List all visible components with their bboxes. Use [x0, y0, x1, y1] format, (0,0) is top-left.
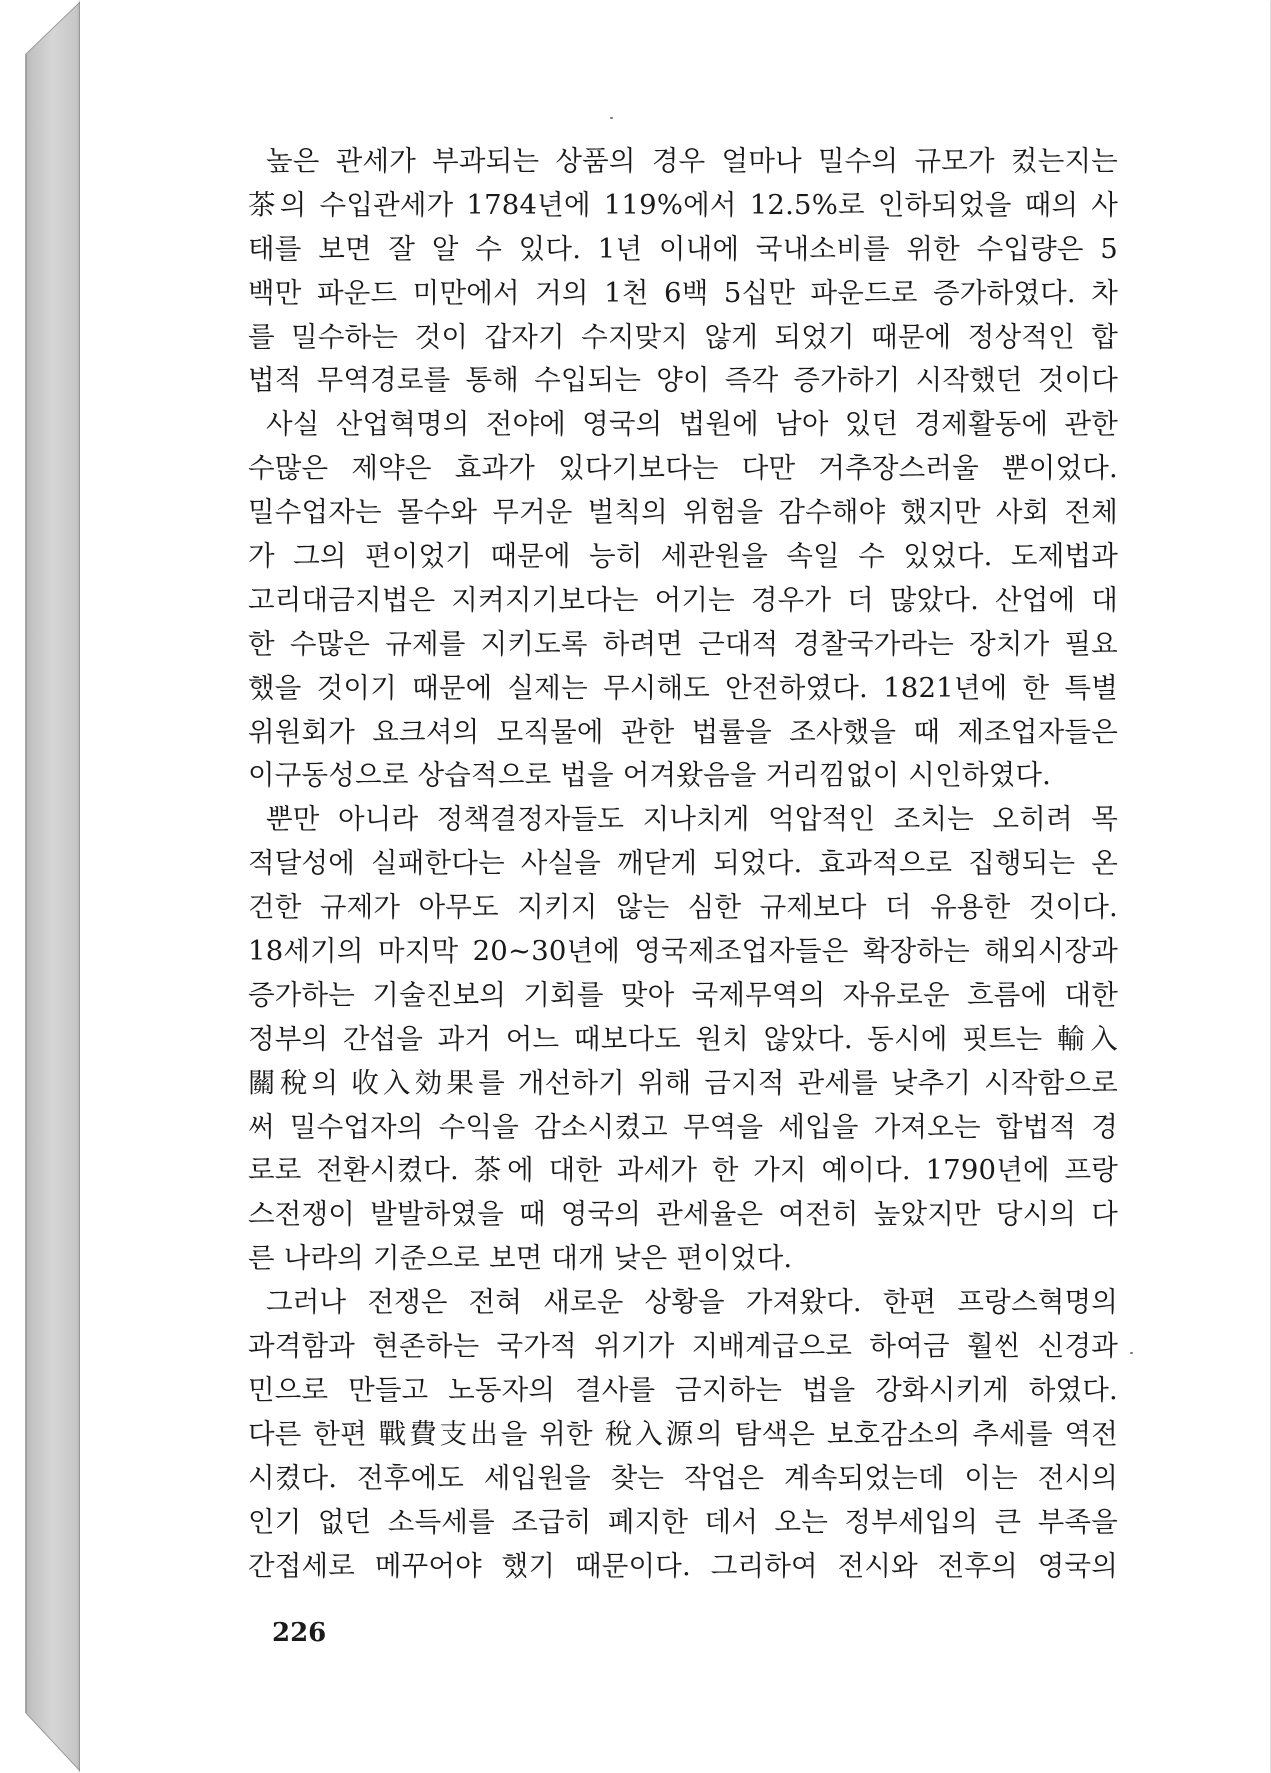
text-line: 과격함과 현존하는 국가적 위기가 지배계급으로 하여금 훨씬 신경과	[248, 1330, 1118, 1363]
scan-speck	[1130, 1352, 1133, 1354]
text-line: 茶의 수입관세가 1784년에 119%에서 12.5%로 인하되었을 때의 사	[248, 188, 1118, 221]
text-line: 그러나 전쟁은 전혀 새로운 상황을 가져왔다. 한편 프랑스혁명의	[266, 1286, 1118, 1319]
text-line: 수많은 제약은 효과가 있다기보다는 다만 거추장스러울 뿐이었다.	[248, 452, 1118, 485]
text-line: 른 나라의 기준으로 보면 대개 낮은 편이었다.	[248, 1242, 793, 1275]
text-line: 이구동성으로 상습적으로 법을 어겨왔음을 거리낌없이 시인하였다.	[248, 759, 1052, 792]
text-line: 증가하는 기술진보의 기회를 맞아 국제무역의 자유로운 흐름에 대한	[248, 978, 1118, 1011]
text-line: 민으로 만들고 노동자의 결사를 금지하는 법을 강화시키게 하였다.	[248, 1373, 1118, 1406]
text-line: 한 수많은 규제를 지키도록 하려면 근대적 경찰국가라는 장치가 필요	[248, 627, 1118, 660]
text-line: 건한 규제가 아무도 지키지 않는 심한 규제보다 더 유용한 것이다.	[248, 891, 1118, 924]
text-line: 써 밀수업자의 수익을 감소시켰고 무역을 세입을 가져오는 합법적 경	[248, 1110, 1118, 1143]
scan-speck	[610, 117, 613, 119]
text-line: 정부의 간섭을 과거 어느 때보다도 원치 않았다. 동시에 핏트는 輸入	[248, 1022, 1118, 1055]
text-line: 간접세로 메꾸어야 했기 때문이다. 그리하여 전시와 전후의 영국의	[248, 1549, 1118, 1582]
text-line: 시켰다. 전후에도 세입원을 찾는 작업은 계속되었는데 이는 전시의	[248, 1461, 1118, 1494]
text-line: 가 그의 편이었기 때문에 능히 세관원을 속일 수 있었다. 도제법과	[248, 540, 1118, 573]
text-line: 적달성에 실패한다는 사실을 깨닫게 되었다. 효과적으로 집행되는 온	[248, 847, 1118, 880]
text-line: 법적 무역경로를 통해 수입되는 양이 즉각 증가하기 시작했던 것이다	[248, 364, 1118, 397]
body-text	[248, 140, 1118, 1588]
text-line: 고리대금지법은 지켜지기보다는 어기는 경우가 더 많았다. 산업에 대	[248, 583, 1118, 616]
text-line: 스전쟁이 발발하였을 때 영국의 관세율은 여전히 높았지만 당시의 다	[248, 1198, 1118, 1231]
text-line: 사실 산업혁명의 전야에 영국의 법원에 남아 있던 경제활동에 관한	[266, 408, 1118, 441]
text-line: 했을 것이기 때문에 실제는 무시해도 안전하였다. 1821년에 한 특별	[248, 671, 1118, 704]
text-line: 다른 한편 戰費支出을 위한 稅入源의 탐색은 보호감소의 추세를 역전	[248, 1417, 1118, 1450]
text-line: 關稅의 收入効果를 개선하기 위해 금지적 관세를 낮추기 시작함으로	[248, 1066, 1118, 1099]
paragraph-3	[248, 798, 1118, 1281]
text-line: 태를 보면 잘 알 수 있다. 1년 이내에 국내소비를 위한 수입량은 5	[248, 232, 1118, 265]
text-line: 인기 없던 소득세를 조급히 폐지한 데서 오는 정부세입의 큰 부족을	[248, 1505, 1118, 1538]
text-line: 18세기의 마지막 20~30년에 영국제조업자들은 확장하는 해외시장과	[248, 935, 1118, 968]
text-line: 밀수업자는 몰수와 무거운 벌칙의 위험을 감수해야 했지만 사회 전체	[248, 496, 1118, 529]
text-line: 뿐만 아니라 정책결정자들도 지나치게 억압적인 조치는 오히려 목	[266, 803, 1118, 836]
text-line: 를 밀수하는 것이 갑자기 수지맞지 않게 되었기 때문에 정상적인 합	[248, 320, 1118, 353]
page-number: 226	[272, 1618, 327, 1648]
paragraph-2	[248, 403, 1118, 798]
text-line: 높은 관세가 부과되는 상품의 경우 얼마나 밀수의 규모가 컸는지는	[266, 145, 1118, 177]
paragraph-1	[248, 140, 1118, 403]
paragraph-4	[248, 1281, 1118, 1588]
text-line: 위원회가 요크셔의 모직물에 관한 법률을 조사했을 때 제조업자들은	[248, 715, 1118, 748]
text-line: 로로 전환시켰다. 茶에 대한 과세가 한 가지 예이다. 1790년에 프랑	[248, 1154, 1118, 1187]
text-line: 백만 파운드 미만에서 거의 1천 6백 5십만 파운드로 증가하였다. 차	[248, 276, 1118, 309]
